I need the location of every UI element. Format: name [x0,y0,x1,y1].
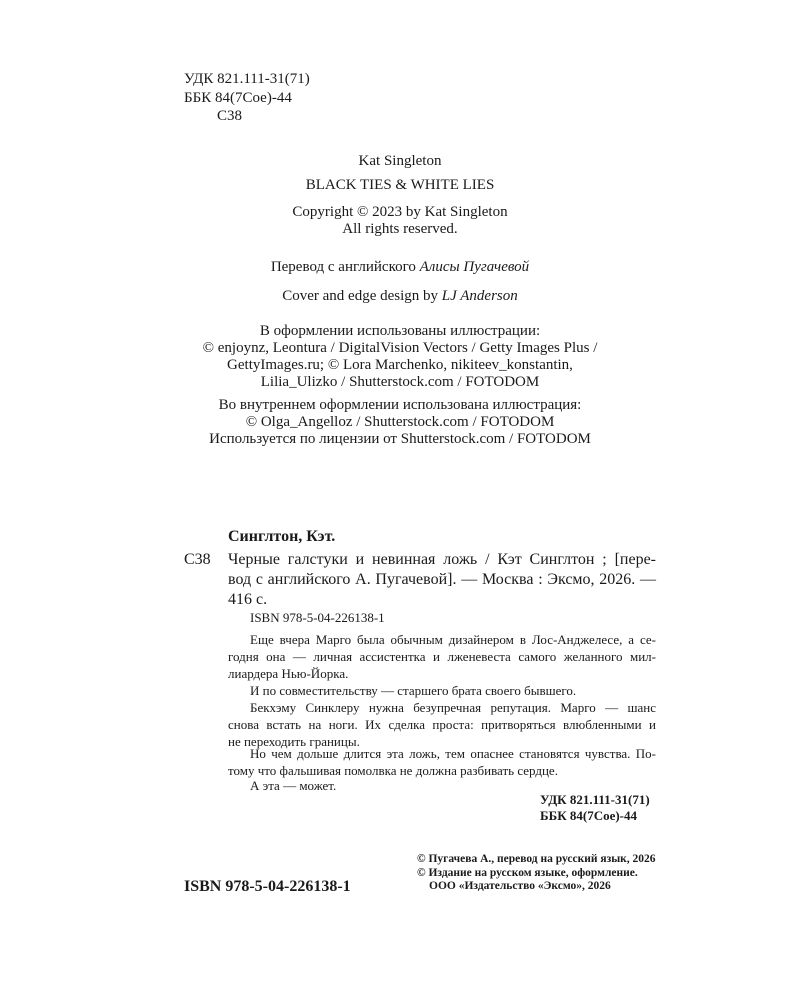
translation-credit [0,258,800,276]
annotation-line: лиардера Нью-Йорка. [228,666,349,681]
annotation-line: не переходить границы. [228,734,360,749]
footer-isbn: ISBN 978-5-04-226138-1 [184,878,351,895]
cover-design-prefix: Cover and edge design by [282,288,442,304]
annotation-line: годня она — личная ассистентка и лженевеста самого желанного мил- [228,649,656,664]
footer-copyright-line: ООО «Издательство «Эксмо», 2026 [429,880,611,892]
translation-prefix: Перевод с английского [270,259,420,275]
illustrations-line: Lilia_Ulizko / Shutterstock.com / FOTODOM [260,374,540,390]
book-title: BLACK TIES & WHITE LIES [305,177,495,193]
annotation-line: Еще вчера Марго была обычным дизайнером в Лос-Анджелесе, а се- [250,632,656,647]
illustrations-line: © enjoynz, Leontura / DigitalVision Vectors / Getty Images Plus / [202,340,598,356]
author-mark: С38 [217,108,243,124]
footer-copyright-line: © Издание на русском языке, оформление. [417,867,638,879]
bibliographic-desc-line: Черные галстуки и невинная ложь / Кэт Синглтон ; [пере- [228,551,656,568]
bottom-udk-code: УДК 821.111-31(71) [540,792,650,807]
bibliographic-isbn: ISBN 978-5-04-226138-1 [250,610,385,625]
translator-name: Алисы Пугачевой [419,259,530,275]
inner-illustration-line: © Olga_Angelloz / Shutterstock.com / FOTODOM [245,414,555,430]
rights-line: All rights reserved. [342,221,458,237]
author-name: Kat Singleton [358,153,442,169]
annotation-line: Но чем дольше длится эта ложь, тем опаснее становятся чувства. По- [250,746,656,761]
bibliographic-mark: С38 [184,551,211,568]
copyright-line: Copyright © 2023 by Kat Singleton [292,204,508,220]
annotation-line: тому что фальшивая помолвка не должна разбивать сердце. [228,763,558,778]
cover-design-credit [0,287,800,305]
inner-illustration-line: Используется по лицензии от Shutterstock.com / FOTODOM [209,431,591,447]
bbk-code: ББК 84(7Сое)-44 [184,90,292,106]
udk-code: УДК 821.111-31(71) [184,71,310,87]
bottom-bbk-code: ББК 84(7Сое)-44 [540,808,638,823]
bibliographic-desc-line: вод с английского А. Пугачевой]. — Москва : Эксмо, 2026. — [228,571,656,588]
bibliographic-desc-line: 416 с. [228,591,268,608]
footer-copyright-line: © Пугачева А., перевод на русский язык, 2026 [417,853,656,865]
designer-name: LJ Anderson [441,288,518,304]
annotation-line: И по совместительству — старшего брата своего бывшего. [250,683,577,698]
illustrations-line: В оформлении использованы иллюстрации: [259,323,541,339]
annotation-line: А эта — может. [250,778,337,793]
inner-illustration-line: Во внутреннем оформлении использована иллюстрация: [218,397,582,413]
illustrations-line: GettyImages.ru; © Lora Marchenko, nikiteev_konstantin, [227,357,573,373]
annotation-line: Бекхэму Синклеру нужна безупречная репутация. Марго — шанс [250,700,656,715]
bibliographic-heading: Синглтон, Кэт. [228,528,336,545]
annotation-line: снова встать на ноги. Их сделка проста: притворяться влюбленными и [228,717,656,732]
